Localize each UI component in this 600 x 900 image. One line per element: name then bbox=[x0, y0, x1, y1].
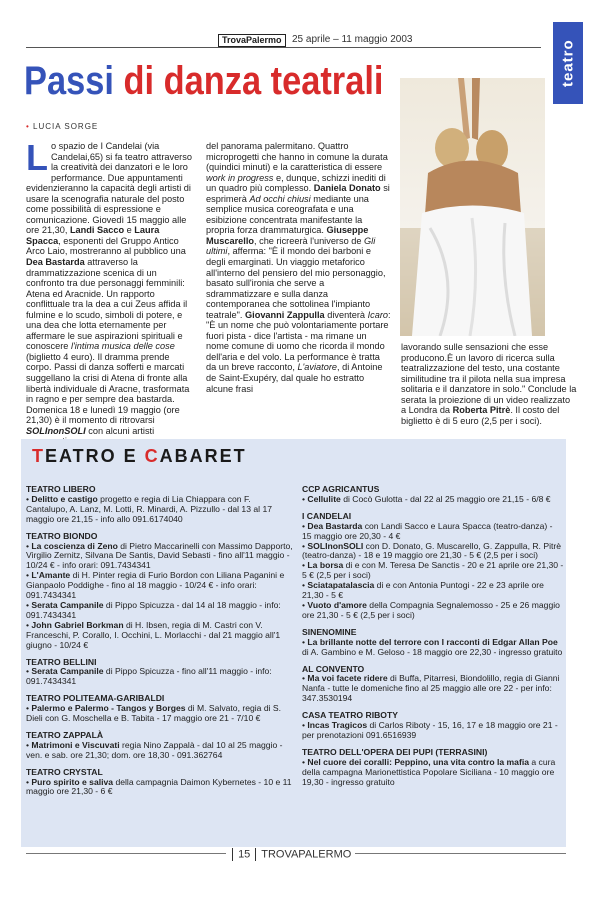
show-title: Dea Bastarda bbox=[307, 520, 363, 531]
show-title: Matrimoni e Viscuvati bbox=[31, 739, 120, 750]
show-details: di Pippo Spicuzza - fino all'11 maggio - info: 091.7434341 bbox=[26, 666, 272, 687]
show-entry: • Vuoto d'amore della Compagnia Segnalemosso - 25 e 26 maggio ore 21,30 - 5 € (2,5 per i soci) bbox=[302, 599, 560, 620]
show-title: Delitto e castigo bbox=[31, 493, 98, 504]
show-title: Nel cuore dei coralli: Peppino, una vita contro la mafia bbox=[307, 756, 529, 767]
show-details: con D. Donato, G. Muscarello, G. Zappulla, R. Pitrè (teatro-danza) - 18 e 19 maggio ore 21,30 - 5 € (2,5 per i soci) bbox=[302, 540, 562, 561]
dancers-illustration bbox=[400, 78, 545, 336]
venue-block bbox=[302, 665, 564, 705]
article-column-1: Lo spazio de I Candelai (via Candelai,65) si fa teatro attraverso la creatività dei danzatori e le loro performance. Due appuntamenti evidenzieranno la capacità degli artisti di usare la scenografia naturale del posto come possibilità di espressione e comunicazione. Giovedì 15 maggio alle ore 21,30, Landi Sacco e Laura Spacca, esponenti del Gruppo Antico Arco Laio, mostreranno al pubblico una Dea Bastarda attraverso la drammatizzazione scenica di un confronto tra due personaggi femminili: Atena ed Aracnide. Un rapporto conflittuale tra la dea a cui Zeus affida il fulmine e lo scudo, simboli di potere, e una dea che lotta eternamente per affermare le sue aspirazioni spirituali e conoscere l'intima musica delle cose (biglietto 4 euro). Il dramma prende corpo. Passi di danza sofferti e marcati suggellano la crisi di Atena di fronte alla libertà individuale di Aracne, trasformata in ragno e per sempre dea bastarda. Domenica 18 e lunedì 19 maggio (ore 21,30) è il momento di ritrovarsi SOLInonSOLI con alcuni artisti bbox=[26, 137, 192, 436]
show-title: La borsa bbox=[307, 560, 344, 571]
show-title: Incas Tragicos bbox=[307, 720, 368, 731]
article-title bbox=[24, 58, 385, 104]
dancers-photo bbox=[400, 78, 545, 336]
show-details: con Landi Sacco e Laura Spacca (teatro-danza) - 15 maggio ore 20,30 - 4 € bbox=[302, 520, 553, 541]
venue-block bbox=[302, 748, 564, 788]
article-column-3: lavorando sulle sensazioni che esse producono.È un lavoro di ricerca sulla teatralizzazione del testo, una costante similitudine tra il pilota nella sua impresa solitaria e il danzatore in solo." Conclude la serata la proiezione di un video realizzato a Londra da Roberta Pitrè. Il costo del biglietto è di 5 euro (2,5 per i soci). bbox=[401, 342, 577, 426]
venue-name: TEATRO BIONDO bbox=[26, 530, 98, 541]
show-entry: • La coscienza di Zeno di Pietro Maccarinelli con Massimo Dapporto, Virgilio Zernitz, Silvana De Santis, David Sebasti - fino all'11 maggio - 10/24 € - info orari: 091.7434341 bbox=[26, 540, 293, 571]
author-name: LUCIA SORGE bbox=[33, 122, 99, 131]
show-details: a cura della campagna Marionettistica Popolare Siciliana - 10 maggio ore 19,30 - ingresso gratuito bbox=[302, 756, 556, 787]
show-entry: • Nel cuore dei coralli: Peppino, una vita contro la mafia a cura della campagna Marionettistica Popolare Siciliana - 10 maggio ore 19,30 - ingresso gratuito bbox=[302, 756, 556, 787]
venue-block bbox=[302, 512, 564, 621]
show-entry: • Sciatapatalascia di e con Antonia Puntogi - 22 e 23 aprile ore 21,30 - 5 € bbox=[302, 580, 544, 601]
issue-date: 25 aprile – 11 maggio 2003 bbox=[292, 34, 413, 45]
show-entry: • La brillante notte del terrore con I racconti di Edgar Allan Poe di A. Gambino e M. Geloso - 18 maggio ore 22,30 - ingresso gratuito bbox=[302, 636, 563, 657]
venue-name: CASA TEATRO RIBOTY bbox=[302, 710, 398, 721]
title-rest: di danza teatrali bbox=[113, 59, 384, 103]
venue-name: AL CONVENTO bbox=[302, 663, 365, 674]
show-title: La coscienza di Zeno bbox=[31, 540, 118, 551]
page-number: 15 bbox=[238, 848, 251, 861]
venue-block bbox=[302, 628, 564, 658]
show-title: Puro spirito e saliva bbox=[31, 776, 114, 787]
venue-name: SINENOMINE bbox=[302, 626, 357, 637]
venue-name: TEATRO CRYSTAL bbox=[26, 766, 103, 777]
venue-name: TEATRO ZAPPALÀ bbox=[26, 729, 104, 740]
show-entry: • Serata Campanile di Pippo Spicuzza - dal 14 al 18 maggio - info: 091.7434341 bbox=[26, 599, 281, 620]
show-details: di e con M. Teresa De Sanctis - 20 e 21 aprile ore 21,30 - 5 € (2,5 per i soci) bbox=[302, 560, 564, 581]
venue-block bbox=[26, 485, 294, 525]
show-entry: • Dea Bastarda con Landi Sacco e Laura Spacca (teatro-danza) - 15 maggio ore 20,30 - 4 € bbox=[302, 520, 553, 541]
venue-block bbox=[302, 485, 564, 505]
show-entry: • Puro spirito e saliva della campagnia Daimon Kybernetes - 10 e 11 maggio ore 21,30 - 6 € bbox=[26, 776, 292, 797]
show-entry: • Cellulite di Cocò Gulotta - dal 22 al 25 maggio ore 21,15 - 6/8 € bbox=[302, 493, 551, 504]
show-title: L'Amante bbox=[31, 570, 71, 581]
venue-block bbox=[26, 768, 294, 798]
section-tab: teatro bbox=[553, 22, 583, 104]
show-entry: • L'Amante di H. Pinter regia di Furio Bordon con Liliana Paganini e Gianpaolo Poddighe - fino al 18 maggio - 10/24 € - info orari: 091.7434341 bbox=[26, 570, 285, 601]
show-entry: • Palermo e Palermo - Tangos y Borges di M. Salvato, regia di S. Dieli con G. Moschella e B. Tabita - 17 maggio ore 21 - 7/10 € bbox=[26, 703, 282, 724]
show-title: Cellulite bbox=[307, 493, 341, 504]
show-title: La brillante notte del terrore con I racconti di Edgar Allan Poe bbox=[307, 636, 558, 647]
venue-name: CCP AGRICANTUS bbox=[302, 484, 380, 494]
show-details: di Cocò Gulotta - dal 22 al 25 maggio ore 21,15 - 6/8 € bbox=[340, 493, 551, 504]
footer-brand: TROVAPALERMO bbox=[261, 848, 352, 861]
venue-name: TEATRO POLITEAMA-GARIBALDI bbox=[26, 693, 165, 704]
show-details: della campagnia Daimon Kybernetes - 10 e 11 maggio ore 21,30 - 6 € bbox=[26, 776, 292, 797]
byline: • LUCIA SORGE bbox=[26, 122, 99, 131]
show-title: Vuoto d'amore bbox=[307, 599, 367, 610]
show-entry: • SOLInonSOLI con D. Donato, G. Muscarello, G. Zappulla, R. Pitrè (teatro-danza) - 18 e 19 maggio ore 21,30 - 5 € (2,5 per i soci) bbox=[302, 540, 562, 561]
listings-title: TEATRO E CABARET bbox=[32, 446, 247, 466]
venue-block bbox=[26, 658, 294, 688]
magazine-brand: TrovaPalermo bbox=[218, 34, 286, 47]
show-title: Ma voi facete ridere bbox=[307, 673, 388, 684]
show-details: di Pippo Spicuzza - dal 14 al 18 maggio - info: 091.7434341 bbox=[26, 599, 281, 620]
header-rule bbox=[26, 47, 541, 48]
show-details: progetto e regia di Lia Chiappara con F. Cantalupo, A. Lanz, M. Lotti, R. Minardi, A. Pizzullo - dal 13 al 17 maggio ore 21,15 - info allo 091.6174040 bbox=[26, 493, 273, 524]
show-details: di Pietro Maccarinelli con Massimo Dapporto, Virgilio Zernitz, Silvana De Santis, David Sebasti - fino all'11 maggio - 10/24 € - info orari: 091.7434341 bbox=[26, 540, 293, 571]
show-entry: • Incas Tragicos di Carlos Riboty - 15, 16, 17 e 18 maggio ore 21 - per prenotazioni 091.6516939 bbox=[302, 720, 558, 740]
show-entry: • Matrimoni e Viscuvati regia Nino Zappalà - dal 10 al 25 maggio - ven. e sab. ore 21,30; dom. ore 18,30 - 091.362764 bbox=[26, 739, 283, 760]
show-title: Palermo e Palermo - Tangos y Borges bbox=[31, 703, 186, 714]
show-details: di e con Antonia Puntogi - 22 e 23 aprile ore 21,30 - 5 € bbox=[302, 580, 544, 601]
venue-name: TEATRO DELL'OPERA DEI PUPI (TERRASINI) bbox=[302, 746, 488, 757]
show-details: di H. Ibsen, regia di M. Castri con V. Franceschi, P. Corallo, I. Occhini, L. Morlacchi - dal 21 maggio all'1 giugno - 10/24 € bbox=[26, 619, 281, 650]
venue-block bbox=[302, 711, 564, 741]
article-column-2: del panorama palermitano. Quattro microprogetti che hanno in comune la durata (quindici minuti) e la caratteristica di essere work in progress e, dunque, schizzi inediti di un quadro più complesso. Daniela Donato si esprimerà Ad occhi chiusi mediante una semplice musica coreografata e una esibizione concentrata manifestante la propria forza drammaturgica. Giuseppe Muscarello, che ricreerà l'universo de Gli ultimi, afferma: "È il mondo dei barboni e degli emarginati. Un viaggio metaforico all'interno del pensiero del mio personaggio, basato sull'ironia che serve a sdrammatizzare e sulla danza contemporanea che sottolinea l'impianto teatrale". Giovanni Zappulla diventerà Icaro: "È un nome che può volontariamente portare fuori pista - dice l'artista - ma rimane un nome comune di uomo che ricorda il mondo dell'aria e del volo. La performance è tratta da un breve racconto, L'aviatore, di Antoine de Saint-Exupéry, dal quale ho estratto alcune frasi bbox=[206, 141, 391, 394]
show-details: della Compagnia Segnalemosso - 25 e 26 maggio ore 21,30 - 5 € (2,5 per i soci) bbox=[302, 599, 560, 620]
show-entry: • Ma voi facete ridere di Buffa, Pitarresi, Biondolillo, regia di Gianni Nanfa - tutte le domeniche fino al 25 maggio alle ore 22 - per info: 347.3530194 bbox=[302, 673, 560, 704]
show-details: di H. Pinter regia di Furio Bordon con Liliana Paganini e Gianpaolo Poddighe - fino al 18 maggio - 10/24 € - info orari: 091.7434341 bbox=[26, 570, 285, 601]
venue-block bbox=[26, 694, 294, 724]
show-details: di A. Gambino e M. Geloso - 18 maggio ore 22,30 - ingresso gratuito bbox=[302, 646, 563, 657]
show-title: Serata Campanile bbox=[31, 599, 104, 610]
show-title: Serata Campanile bbox=[31, 666, 104, 677]
venue-block bbox=[26, 532, 294, 651]
show-title: SOLInonSOLI bbox=[307, 540, 364, 551]
show-entry: • Serata Campanile di Pippo Spicuzza - fino all'11 maggio - info: 091.7434341 bbox=[26, 666, 272, 687]
show-details: di M. Salvato, regia di S. Dieli con G. Moschella e B. Tabita - 17 maggio ore 21 - 7/10 € bbox=[26, 703, 282, 724]
page-footer bbox=[226, 848, 355, 861]
show-details: di Carlos Riboty - 15, 16, 17 e 18 maggio ore 21 - per prenotazioni 091.6516939 bbox=[302, 720, 558, 740]
venue-name: I CANDELAI bbox=[302, 510, 352, 521]
venue-name: TEATRO BELLINI bbox=[26, 656, 97, 667]
show-details: regia Nino Zappalà - dal 10 al 25 maggio - ven. e sab. ore 21,30; dom. ore 18,30 - 091.362764 bbox=[26, 739, 283, 760]
show-entry: • La borsa di e con M. Teresa De Sanctis - 20 e 21 aprile ore 21,30 - 5 € (2,5 per i soci) bbox=[302, 560, 564, 581]
listings-column-left bbox=[26, 485, 294, 797]
show-details: di Buffa, Pitarresi, Biondolillo, regia di Gianni Nanfa - tutte le domeniche fino al 25 maggio alle ore 22 - per info: 347.3530194 bbox=[302, 673, 560, 704]
show-title: John Gabriel Borkman bbox=[31, 619, 124, 630]
show-entry: • John Gabriel Borkman di H. Ibsen, regia di M. Castri con V. Franceschi, P. Corallo, I. Occhini, L. Morlacchi - dal 21 maggio all'1 giugno - 10/24 € bbox=[26, 619, 281, 650]
venue-name: TEATRO LIBERO bbox=[26, 484, 96, 494]
title-word-passi: Passi bbox=[24, 59, 114, 103]
venue-block bbox=[26, 731, 294, 761]
drop-cap: L bbox=[26, 137, 48, 178]
show-title: Sciatapatalascia bbox=[307, 580, 375, 591]
listings-column-right bbox=[302, 485, 564, 787]
show-entry: • Delitto e castigo progetto e regia di Lia Chiappara con F. Cantalupo, A. Lanz, M. Lotti, R. Minardi, A. Pizzullo - dal 13 al 17 maggio ore 21,15 - info allo 091.6174040 bbox=[26, 493, 273, 524]
